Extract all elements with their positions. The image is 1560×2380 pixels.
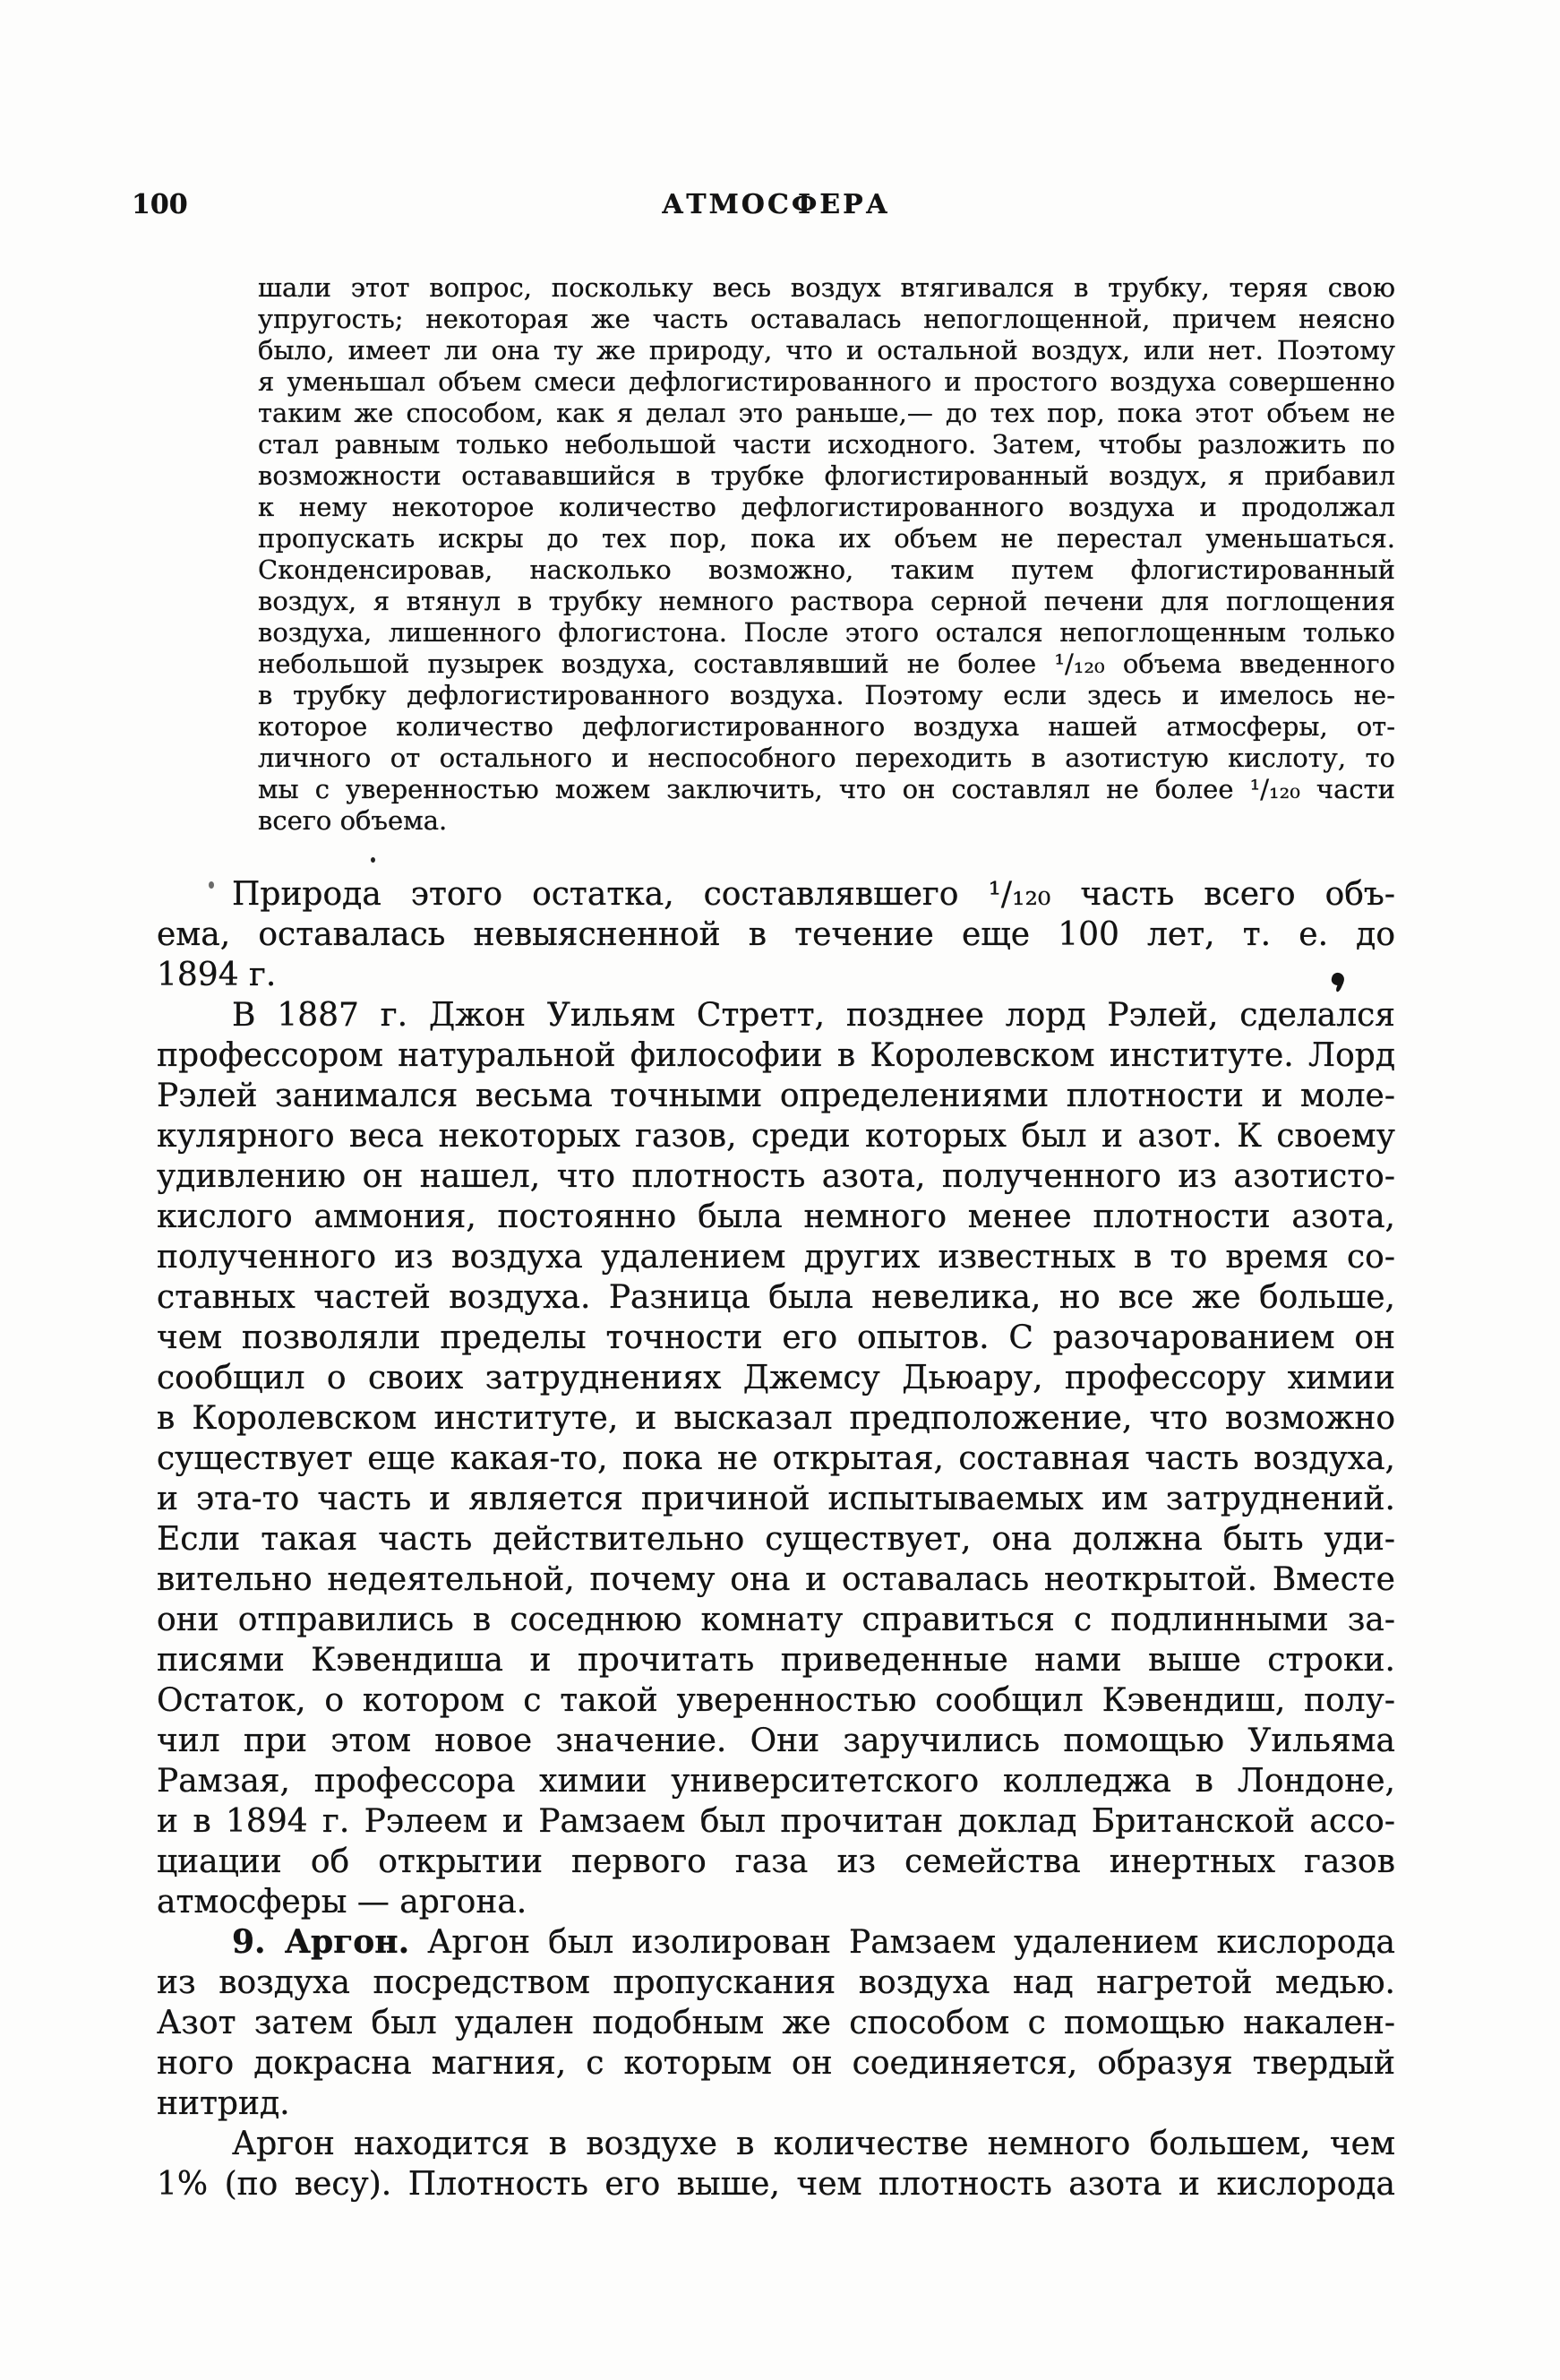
page-header (132, 189, 1395, 220)
text-line: Рамзая, профессора химии университетского колледжа в Лондоне, (157, 1763, 1395, 1800)
text-line: существует еще какая-то, пока не открытая, составная часть воздуха, (157, 1440, 1395, 1477)
quote-line: воздух, я втянул в трубку немного раствора серной печени для поглощения (258, 586, 1395, 616)
quote-line: Сконденсировав, насколько возможно, таким путем флогистированный (258, 554, 1395, 585)
text-line: В 1887 г. Джон Уильям Стретт, позднее лорд Рэлей, сделался (232, 997, 1395, 1034)
text-line: чем позволяли пределы точности его опытов. С разочарованием он (157, 1319, 1395, 1356)
text-run: Аргон был изолирован Рамзаем удалением кислорода (409, 1924, 1395, 1961)
text-line: 1894 г. (157, 957, 277, 993)
text-line: ставных частей воздуха. Разница была невелика, но все же больше, (157, 1279, 1395, 1316)
text-line: ного докрасна магния, с которым он соединяется, образуя твердый (157, 2045, 1395, 2082)
text-line: полученного из воздуха удалением других известных в то время со- (157, 1239, 1395, 1276)
text-line: Природа этого остатка, составлявшего ¹/₁₂₀ часть всего объ- (232, 876, 1395, 913)
quote-line: возможности остававшийся в трубке флогистированный воздух, я прибавил (258, 460, 1395, 491)
quote-line: всего объема. (258, 805, 448, 836)
quote-line: небольшой пузырек воздуха, составлявший не более ¹/₁₂₀ объема введенного (258, 649, 1395, 679)
text-line: чил при этом новое значение. Они заручились помощью Уильяма (157, 1723, 1395, 1759)
text-line (157, 1922, 1395, 1963)
text-line: вительно недеятельной, почему она и оставалась неоткрытой. Вместе (157, 1561, 1395, 1598)
text-line: Остаток, о котором с такой уверенностью сообщил Кэвендиш, полу- (157, 1682, 1395, 1719)
text-line: Рэлей занимался весьма точными определениями плотности и моле- (157, 1078, 1395, 1114)
text-line: в Королевском институте, и высказал предположение, что возможно (157, 1400, 1395, 1437)
text-line: кулярного веса некоторых газов, среди которых был и азот. К своему (157, 1118, 1395, 1155)
quote-line: было, имеет ли она ту же природу, что и остальной воздух, или нет. Поэтому (258, 335, 1395, 365)
quote-line: воздуха, лишенного флогистона. После этого остался непоглощенным только (258, 617, 1395, 648)
quote-line: личного от остального и неспособного переходить в азотистую кислоту, то (258, 743, 1395, 773)
quote-line: упругость; некоторая же часть оставалась непоглощенной, причем неясно (258, 304, 1395, 334)
quote-line: стал равным только небольшой части исходного. Затем, чтобы разложить по (258, 429, 1395, 460)
quote-line: шали этот вопрос, поскольку весь воздух втягивался в трубку, теряя свою (258, 272, 1395, 303)
quote-line: которое количество дефлогистированного воздуха нашей атмосферы, от- (258, 711, 1395, 742)
text-line: они отправились в соседнюю комнату справиться с подлинными за- (157, 1602, 1395, 1638)
text-line: циации об открытии первого газа из семейства инертных газов (157, 1843, 1395, 1880)
block-quote (258, 272, 1395, 837)
quote-line: таким же способом, как я делал это раньше,— до тех пор, пока этот объем не (258, 398, 1395, 428)
quote-line: я уменьшал объем смеси дефлогистированного и простого воздуха совершенно (258, 366, 1395, 397)
quote-line: пропускать искры до тех пор, пока их объем не перестал уменьшаться. (258, 523, 1395, 554)
text-line: и в 1894 г. Рэлеем и Рамзаем был прочитан доклад Британской ассо- (157, 1803, 1395, 1840)
text-line: Аргон находится в воздухе в количестве немного большем, чем (232, 2126, 1395, 2162)
text-line: Если такая часть действительно существует, она должна быть уди- (157, 1521, 1395, 1558)
quote-line: к нему некоторое количество дефлогистированного воздуха и продолжал (258, 492, 1395, 522)
body-text (157, 874, 1395, 2204)
text-line: кислого аммония, постоянно была немного менее плотности азота, (157, 1199, 1395, 1235)
text-line: 1% (по весу). Плотность его выше, чем плотность азота и кислорода (157, 2166, 1395, 2203)
text-line: атмосферы — аргона. (157, 1884, 527, 1920)
text-line: удивлению он нашел, что плотность азота, полученного из азотисто- (157, 1158, 1395, 1195)
text-line: писями Кэвендиша и прочитать приведенные нами выше строки. (157, 1642, 1395, 1679)
section-heading: 9. Аргон. (232, 1923, 410, 1961)
quote-line: в трубку дефлогистированного воздуха. Поэтому если здесь и имелось не- (258, 680, 1395, 710)
text-line: нитрид. (157, 2085, 290, 2122)
text-line: сообщил о своих затруднениях Джемсу Дьюару, профессору химии (157, 1360, 1395, 1396)
running-title: АТМОСФЕРА (661, 189, 891, 220)
text-line: профессором натуральной философии в Королевском институте. Лорд (157, 1037, 1395, 1074)
text-line: и эта-то часть и является причиной испытываемых им затруднений. (157, 1481, 1395, 1517)
page-number: 100 (132, 189, 188, 220)
text-line: из воздуха посредством пропускания воздуха над нагретой медью. (157, 1964, 1395, 2001)
quote-line: мы с уверенностью можем заключить, что он составлял не более ¹/₁₂₀ части (258, 774, 1395, 804)
text-line: ема, оставалась невыясненной в течение еще 100 лет, т. е. до (157, 916, 1395, 953)
text-line: Азот затем был удален подобным же способом с помощью накален- (157, 2005, 1395, 2041)
ink-dot (371, 857, 375, 863)
